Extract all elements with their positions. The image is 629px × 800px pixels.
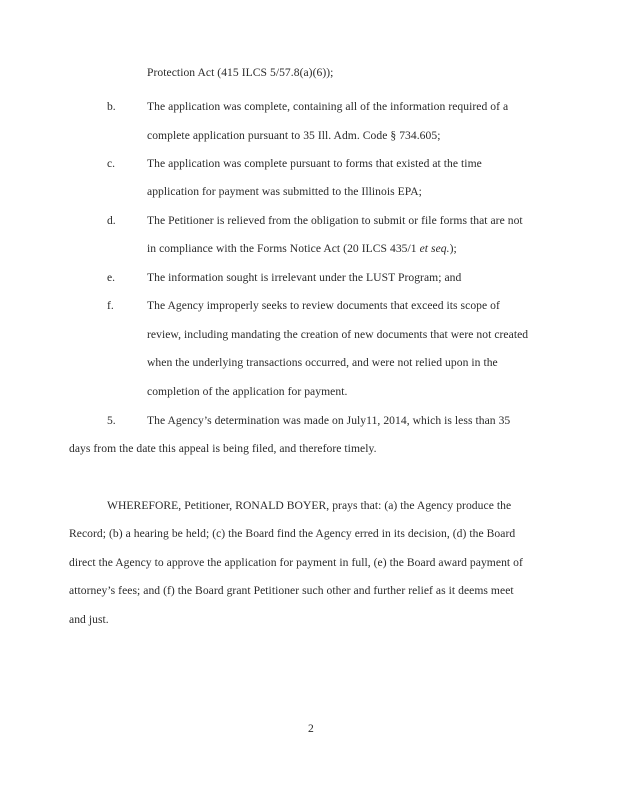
paragraph-5-number: 5. [107,414,116,427]
wherefore-line-3: direct the Agency to approve the application for payment in full, (e) the Board award payment of [69,556,523,569]
item-c-label: c. [107,157,116,170]
wherefore-line-2: Record; (b) a hearing be held; (c) the Board find the Agency erred in its decision, (d) the Board [69,527,516,540]
item-f-line-2: review, including mandating the creation of new documents that were not created [147,328,529,341]
item-d-line-1: The Petitioner is relieved from the obligation to submit or file forms that are not [147,214,523,227]
item-d-line-2-tail: ); [449,242,457,255]
item-e-line-1: The information sought is irrelevant under the LUST Program; and [147,271,462,284]
item-f-line-3: when the underlying transactions occurred, and were not relied upon in the [147,356,498,369]
paragraph-5-line-2: days from the date this appeal is being filed, and therefore timely. [69,442,377,455]
wherefore-line-5: and just. [69,613,109,626]
item-b-line-1: The application was complete, containing all of the information required of a [147,100,509,113]
page-number: 2 [308,722,314,735]
item-f-line-1: The Agency improperly seeks to review documents that exceed its scope of [147,299,500,312]
item-c-line-1: The application was complete pursuant to forms that existed at the time [147,157,482,170]
item-f-label: f. [107,299,114,312]
wherefore-line-4: attorney’s fees; and (f) the Board grant Petitioner such other and further relief as it deems meet [69,584,514,597]
item-b-label: b. [107,100,116,113]
item-f-line-4: completion of the application for payment. [147,385,348,398]
item-a-continuation: Protection Act (415 ILCS 5/57.8(a)(6)); [147,66,334,79]
paragraph-5-line-1: The Agency’s determination was made on July11, 2014, which is less than 35 [147,414,511,427]
item-e-label: e. [107,271,116,284]
item-d-label: d. [107,214,116,227]
item-d-line-2 [147,242,457,255]
item-d-line-2-text: in compliance with the Forms Notice Act (20 ILCS 435/1 [147,242,417,255]
item-c-line-2: application for payment was submitted to the Illinois EPA; [147,185,422,198]
et-seq-italic: et seq. [419,242,450,255]
item-b-line-2: complete application pursuant to 35 Ill. Adm. Code § 734.605; [147,129,441,142]
wherefore-line-1: WHEREFORE, Petitioner, RONALD BOYER, prays that: (a) the Agency produce the [107,499,512,512]
